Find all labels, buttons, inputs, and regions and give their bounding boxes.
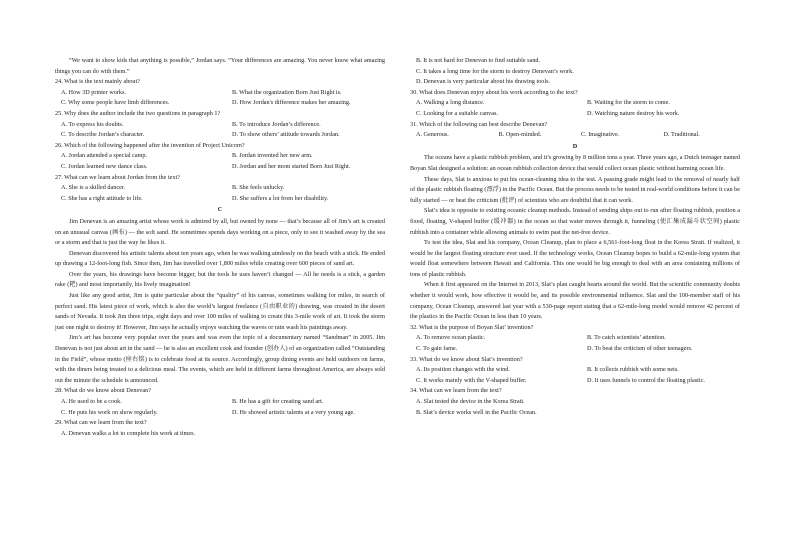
question-stem: 24. What is the text mainly about? [55,78,140,86]
passage-c-paragraph: Jim’s art has become very popular over the years and was even the topic of a documentary named “Sandman” in 2005. Jim Denevan is not just about art in the sand — he is also an excellent cook and founder (创办人) of an organization called “Outstanding in the Field”, whose motto (座右铭) is to celebrate food at its source. Accordingly, group dining events are held outdoors on farms, with the diners being treated to a delicious meal. The events, which are held in different farms throughout America, are always sold out the minute the schedule is announced. [55,334,385,384]
option-c: C. Imaginative. [581,131,620,139]
option-a: A. Its position changes with the wind. [416,366,510,374]
question-stem: 31. Which of the following can best describe Denevan? [410,120,548,128]
passage-c-paragraph: Over the years, his drawings have become bigger, but the tools he uses haven’t changed — All he needs is a stick, a garden rake (耙) and most importantly, his lively imagination! [55,270,385,289]
question-stem: 28. What do we know about Denevan? [55,387,151,395]
option-b: B. Jordan invented her new arm. [232,152,313,160]
option-a: A. Slat tested the device in the Korea Strait. [416,398,525,405]
question-stem: 27. What can we learn about Jordan from the text? [55,173,180,181]
question-32 [410,323,740,355]
question-stem: 33. What do we know about Slat’s invention? [410,355,523,363]
question-stem: 26. Which of the following happened after the invention of Project Unicorn? [55,141,245,149]
question-stem: 34. What can we learn from the text? [410,387,502,395]
option-a: A. Walking a long distance. [416,99,485,107]
section-d-title: D [572,142,578,150]
option-d: D. To beat the criticism of other teenagers. [587,345,693,353]
right-column [410,56,740,418]
option-c: C. To describe Jordan’s character. [61,131,145,139]
option-a: A. To remove ocean plastic. [416,334,486,342]
option-a: A. Denevan walks a lot to complete his work at times. [61,429,196,437]
option-a: A. She is a skilled dancer. [61,184,126,192]
option-c: C. To gain fame. [416,345,458,353]
option-c: C. It works mainly with the V-shaped buffer. [416,376,527,384]
passage-c-paragraph: Jim Denevan is an amazing artist whose work is admired by all, but owned by none — that’s because all of Jim’s art is created on an unusual canvas (画布) — the soft sand. He sometimes spends days working on a piece, only to see it washed away by the sea or a storm and that is just the way he likes it. [55,217,385,247]
intro-paragraph: “We want to show kids that anything is possible,” Jordan says. “Your differences are amazing. You never know what amazing things you can do with them.” [55,57,385,75]
option-b: B. Slat’s device works well in the Pacific Ocean. [416,408,537,416]
question-27 [55,173,385,205]
option-b: B. Waiting for the storm to come. [587,99,670,107]
option-b: B. To catch scientists’ attention. [587,334,666,342]
option-b: B. She feels unlucky. [232,184,285,192]
option-a: A. How 3D printer works. [61,88,126,96]
option-d: D. Traditional. [663,131,700,139]
option-b: B. To introduce Jordan’s difference. [232,120,321,128]
option-d: D. How Jordan's difference makes her amazing. [232,99,351,107]
passage-d-paragraph: These days, Slat is anxious to put his ocean-cleaning idea to the test. A passing grade might lead to the removal of nearly half of the plastic rubbish floating (漂浮) in the Pacific Ocean. But the process needs to be tested in real-world conditions before it can be fully started — or beat the criticism (批评) of scientists who are doubtful that it can work. [410,175,740,204]
option-b: B. It collects rubbish with some nets. [587,366,679,374]
question-34 [410,386,740,418]
option-c: C. It takes a long time for the storm to destroy Denevan’s work. [416,67,574,75]
option-d: D. Denevan is very particular about his drawing tools. [416,78,551,86]
option-d: D. Watching nature destroy his work. [587,109,680,117]
left-column [55,56,385,439]
question-30 [410,88,740,120]
option-d: D. She suffers a lot from her disability. [232,194,329,202]
question-24 [55,77,385,109]
passage-d-paragraph: To test the idea, Slat and his company, Ocean Cleanup, plan to place a 6,561-foot-long float in the Korea Strait. If realized, it would be the largest floating structure ever used. If the technology works, Ocean Cleanup hopes to build a 62-mile-long system that would float somewhere between Hawaii and California. This one would be big enough to deal with an area containing millions of tons of plastic rubbish. [410,239,740,278]
option-b: B. It is not hard for Denevan to find suitable sand. [416,57,541,64]
option-b: B. He has a gift for creating sand art. [232,398,324,405]
question-28 [55,386,385,418]
option-d: D. He showed artistic talents at a very young age. [232,408,355,416]
option-a: A. He used to be a cook. [61,398,122,405]
option-a: A. Generous. [416,131,449,139]
option-c: C. Looking for a suitable canvas. [416,109,498,117]
option-a: A. Jordan attended a special camp. [61,152,148,160]
question-33 [410,355,740,387]
option-a: A. To express his doubts. [61,120,124,128]
option-d: D. Jordan and her mom started Born Just Right. [232,162,351,170]
option-d: D. To show others’ attitude towards Jordan. [232,131,340,139]
question-stem: 25. Why does the author include the two questions in paragraph 1? [55,109,221,117]
passage-d-paragraph: When it first appeared on the Internet in 2013, Slat’s plan caught hearts around the world. But the scientific community doubts whether it would work, how effective it would be, and its possible environmental influence. Slat and the 100-member staff of his company, Ocean Cleanup, answered last year with a 530-page report stating that a 62-mile-long model would remove 42 percent of the plastics in the Pacific Ocean in less than 10 years. [410,281,740,321]
question-stem: 32. What is the purpose of Boyan Slat’ invention? [410,323,534,331]
option-c: C. She has a right attitude to life. [61,194,143,202]
option-b: B. What the organization Born Just Right is. [232,88,342,96]
passage-c-paragraph: Denevan discovered his artistic talents about ten years ago, when he was walking aimlessly on the beach with a stick. He ended up drawing a 12-foot-long fish. Since then, Jim has travelled over 1,800 miles while creating over 600 pieces of sand art. [55,249,385,268]
question-stem: 30. What does Denevan enjoy about his work according to the text? [410,88,578,96]
passage-d-paragraph: Slat’s idea is opposite to existing oceanic cleanup methods. Instead of sending ships out to run after floating rubbish, position a fixed, floating, V-shaped buffer (缓冲器) in the ocean so that water moves through it, funneling (使汇集成漏斗状空间) plastic rubbish into a container while allowing animals to swim past the net-free device. [410,207,740,236]
question-stem: 29. What can we learn from the text? [55,419,147,427]
question-29 [55,418,385,439]
option-c: C. He puts his work on show regularly. [61,408,158,416]
option-b: B. Open-minded. [498,131,542,139]
question-31 [410,120,740,141]
option-c: C. Jordan learned new dance class. [61,162,148,170]
option-c: C. Why some people have limb differences. [61,99,170,107]
question-29-continued [410,56,740,88]
passage-d-paragraph: The oceans have a plastic rubbish problem, and it’s growing by 8 million tons a year. Three years ago, a Dutch teenager named Boyan Slat designed a solution: an ocean rubbish collection device that would collect ocean plastic without harming ocean life. [410,154,740,172]
section-c-title: C [217,206,223,214]
passage-c-paragraph: Just like any good artist, Jim is quite particular about the “quality” of his canvas, sometimes walking for miles, in search of perfect sand. His latest piece of work, which is also the world’s largest freelance (自由职业的) drawing, was created in the desert sands of Nevada. It took Jim three trips, eight days and over 100 miles of walking to create this 3-mile work of art. It took the storm just one night to destroy it! However, Jim says he actually enjoys watching the waves or rain wash his paintings away. [55,292,385,331]
question-26 [55,141,385,173]
option-d: D. It uses funnels to control the floating plastic. [587,376,705,384]
question-25 [55,109,385,141]
